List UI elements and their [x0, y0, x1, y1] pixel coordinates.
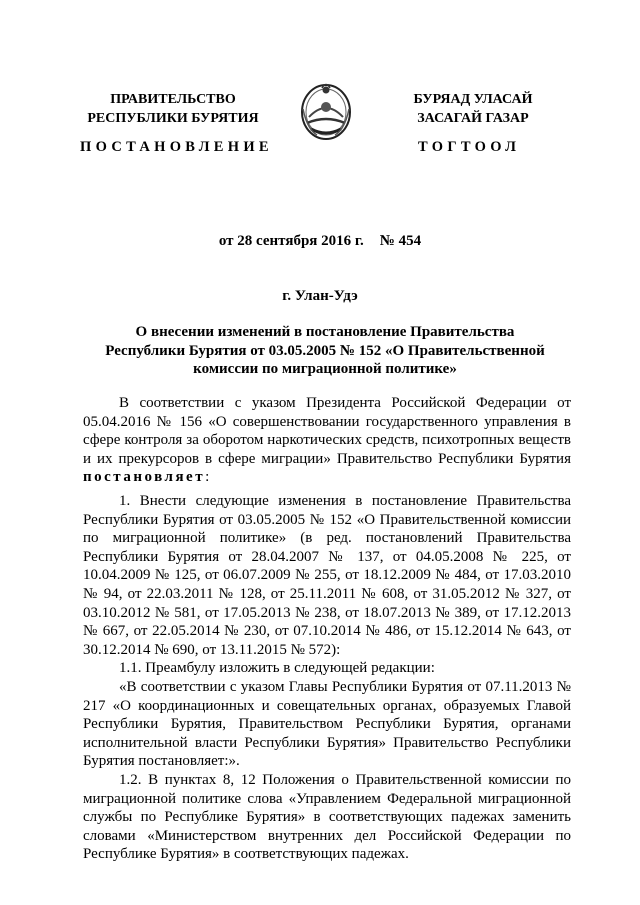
document-city: г. Улан-Удэ	[282, 288, 358, 304]
decree-items	[83, 492, 571, 864]
preamble-paragraph	[83, 394, 571, 487]
header-right-authority	[383, 90, 563, 128]
document-date: от 28 сентября 2016 г.	[218, 233, 364, 249]
document-title	[95, 323, 555, 379]
header-left-line2: РЕСПУБЛИКИ БУРЯТИЯ	[87, 111, 259, 126]
header-right-line1: БУРЯАД УЛАСАЙ	[413, 92, 533, 107]
preamble-decree-word: постановляет	[83, 469, 206, 486]
preamble-end: :	[205, 469, 210, 486]
header-right-line2: ЗАСАГАЙ ГАЗАР	[417, 111, 529, 126]
doctype-right: ТОГТООЛ	[418, 139, 521, 155]
document-number: № 454	[379, 233, 422, 249]
preamble-text: В соответствии с указом Президента Российской Федерации от 05.04.2016 № 156 «О совершенствовании государственного управления в сфере контроля за оборотом наркотических средств, психотропных веществ и их прекурсоров в сфере миграции» Правительство Республики Бурятия	[83, 395, 571, 467]
item-1-1: 1.1. Преамбулу изложить в следующей редакции:	[119, 660, 435, 677]
header-left-authority	[68, 90, 278, 128]
header-left-line1: ПРАВИТЕЛЬСТВО	[110, 92, 236, 107]
title-line-1: О внесении изменений в постановление Правительства	[135, 324, 515, 340]
item-1-1-quote: «В соответствии с указом Главы Республики Бурятия от 07.11.2013 № 217 «О координационных и совещательных органах, образуемых Главой Республики Бурятия, Правительством Республики Бурятия, органами исполнительной власти Республики Бурятия» Правительство Республики Бурятия постановляет:».	[83, 678, 571, 770]
doctype-left: ПОСТАНОВЛЕНИЕ	[80, 139, 273, 155]
coat-of-arms-icon	[297, 79, 355, 141]
item-1: 1. Внести следующие изменения в постановление Правительства Республики Бурятия от 03.05.2005 № 152 «О Правительственной комиссии по миграционной политике» (в ред. постановлений Правительства Республики Бурятия от 28.04.2007 № 137, от 04.05.2008 № 225, от 10.04.2009 № 125, от 06.07.2009 № 255, от 18.12.2009 № 484, от 17.03.2010 № 94, от 22.03.2011 № 128, от 25.11.2011 № 608, от 31.05.2012 № 327, от 03.10.2012 № 581, от 17.05.2013 № 238, от 18.07.2013 № 389, от 17.12.2013 № 667, от 22.05.2014 № 230, от 07.10.2014 № 486, от 15.12.2014 № 643, от 30.12.2014 № 690, от 13.11.2015 № 572):	[83, 493, 571, 658]
title-line-3: комиссии по миграционной политике»	[193, 361, 457, 377]
item-1-2: 1.2. В пунктах 8, 12 Положения о Правительственной комиссии по миграционной политике слова «Управлением Федеральной миграционной службы по Республике Бурятия» в соответствующих падежах заменить словами «Министерством внутренних дел Российской Федерации по Республике Бурятия» в соответствующих падежах.	[83, 771, 571, 863]
document-date-line	[0, 233, 640, 250]
title-line-2: Республики Бурятия от 03.05.2005 № 152 «О Правительственной	[105, 342, 545, 359]
